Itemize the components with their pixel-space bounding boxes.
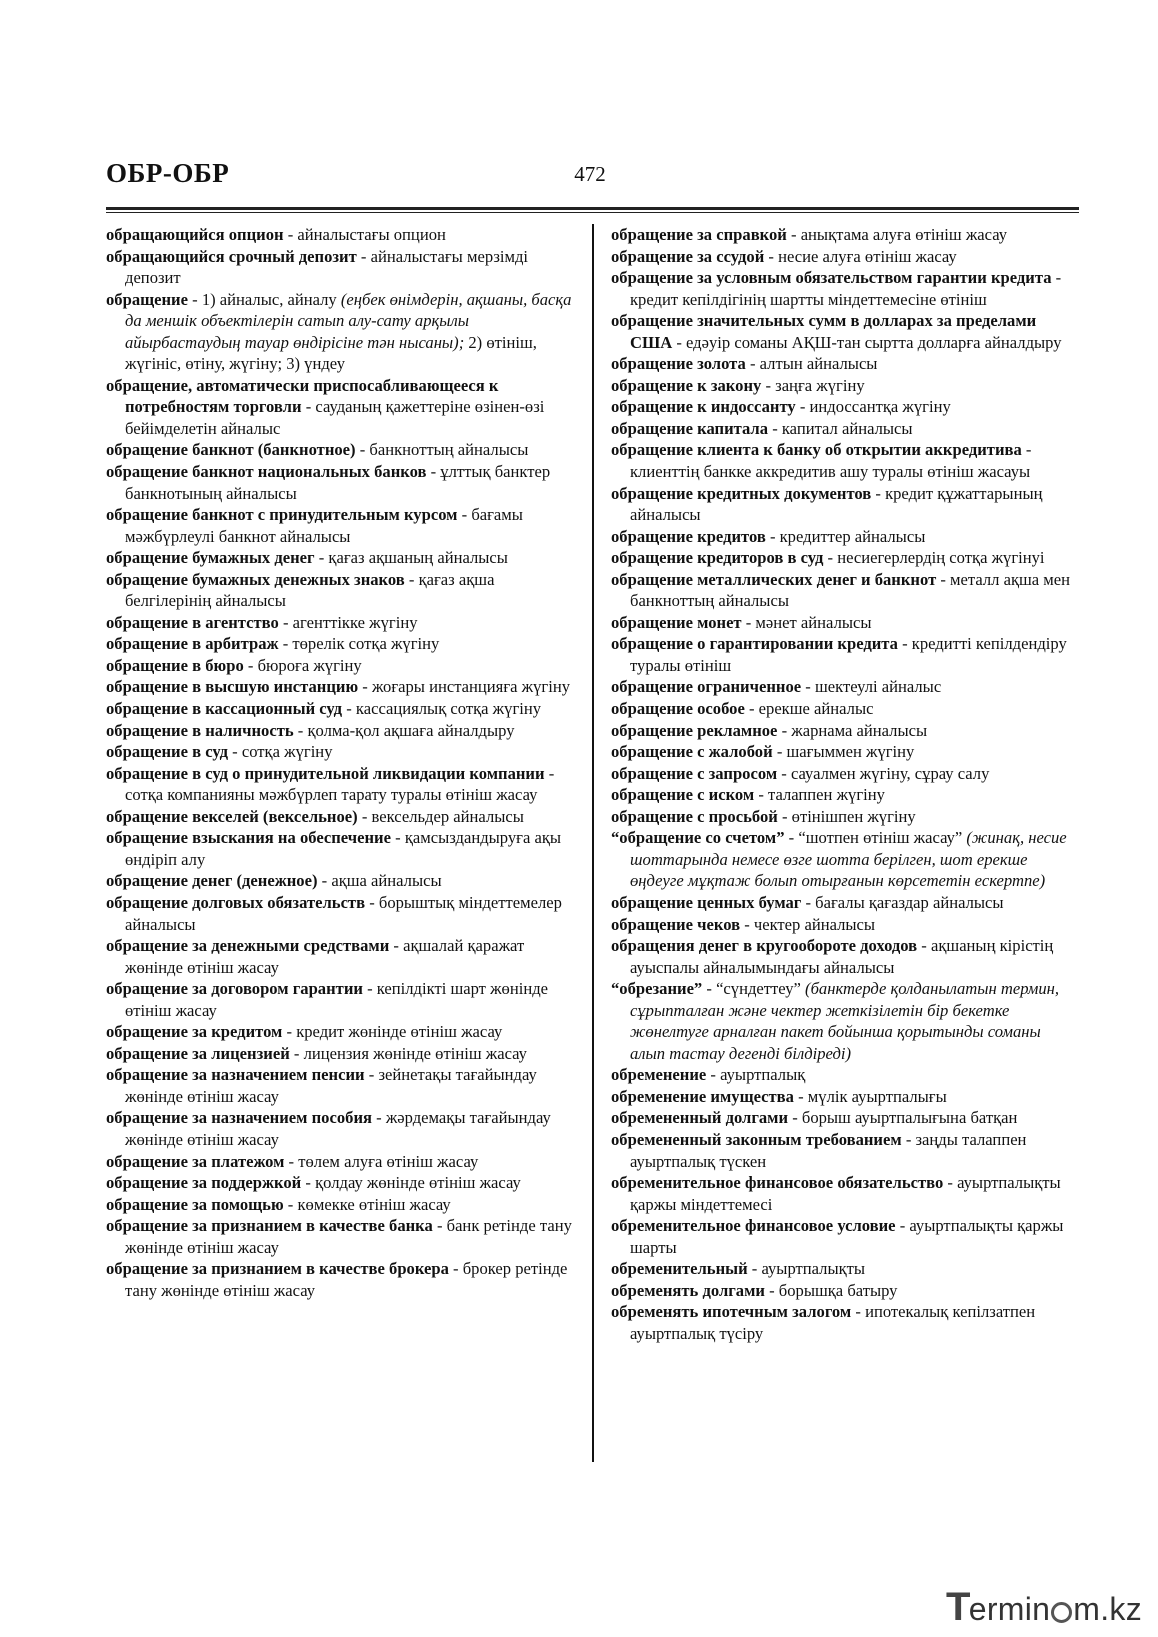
entry-separator: - <box>426 462 441 482</box>
dictionary-entry <box>106 676 574 698</box>
entry-definition: қолдау жөнінде өтініш жасау <box>315 1173 521 1193</box>
entry-term: обращение за ссудой <box>611 246 765 266</box>
entry-definition: металл ақша мен банкноттың айналысы <box>630 569 1071 611</box>
entry-definition: мәнет айналысы <box>755 612 872 632</box>
entry-definition: едәуір соманы АҚШ-тан сыртта долларға айналдыру <box>686 332 1062 352</box>
entry-definition: өтінішпен жүгіну <box>791 806 916 826</box>
entry-definition: несие алуға өтініш жасау <box>778 246 957 266</box>
dictionary-entry <box>611 741 1079 763</box>
dictionary-entry <box>106 806 574 828</box>
right-column <box>611 224 1079 1344</box>
entry-definition: бағалы қағаздар айналысы <box>815 892 1004 912</box>
entry-term: обращение к закону <box>611 375 762 395</box>
entry-term: обращение за назначением пособия <box>106 1108 372 1128</box>
entry-separator: - <box>355 440 370 460</box>
entry-term: обращение векселей (вексельное) <box>106 806 358 826</box>
dictionary-entry <box>611 569 1079 612</box>
entry-separator: - <box>283 1194 298 1214</box>
entry-separator: - <box>283 225 298 244</box>
entry-separator: - <box>777 763 791 783</box>
dictionary-entry <box>106 547 574 569</box>
dictionary-entry <box>611 1301 1079 1344</box>
entry-definition: сауалмен жүгіну, сұрау салу <box>790 763 990 783</box>
entry-term: обращение о гарантировании кредита <box>611 634 898 654</box>
entry-separator: - <box>740 914 754 934</box>
entry-definition: кредиттер айналысы <box>779 526 926 546</box>
entry-definition: қамсыздандыруға ақы өндіріп алу <box>125 828 562 869</box>
entry-definition: сотқа компанияны мәжбүрлеп тарату туралы өтініш жасау <box>125 785 538 805</box>
entry-separator: - <box>314 548 329 568</box>
entry-separator: - <box>765 526 780 546</box>
dictionary-entry <box>106 461 574 504</box>
entry-separator: - <box>772 742 787 762</box>
dictionary-entry <box>106 935 574 978</box>
entry-definition: жоғары инстанцияға жүгіну <box>371 677 570 697</box>
entry-term: обращение за помощью <box>106 1194 284 1214</box>
entry-separator: - <box>342 699 356 719</box>
entry-definition: кассациялық сотқа жүгіну <box>355 699 542 719</box>
dictionary-entry <box>611 892 1079 914</box>
entry-term: обращающийся срочный депозит <box>106 246 357 266</box>
watermark-circle-icon <box>1051 1602 1072 1623</box>
entry-separator: - <box>365 892 379 912</box>
entry-term: обращение капитала <box>611 418 769 438</box>
entry-separator: - <box>901 1129 916 1149</box>
entry-definition: клиенттің банкке аккредитив ашу туралы өтініш жасауы <box>630 462 1031 482</box>
entry-definition: брокер ретінде тану жөнінде өтініш жасау <box>125 1259 568 1300</box>
dictionary-entry <box>611 418 1079 440</box>
watermark-logo <box>946 1585 1142 1630</box>
entry-definition: ақша айналысы <box>331 871 442 891</box>
entry-term: обращение, автоматически приспосабливающееся к потребностям торговли <box>106 375 499 417</box>
entry-term: обращение в кассационный суд <box>106 699 343 719</box>
entry-term: обременительное финансовое условие <box>611 1216 896 1236</box>
entry-term: обращение особое <box>611 699 745 719</box>
entry-separator: - <box>357 806 372 826</box>
entry-separator: - <box>761 375 776 395</box>
entry-definition: кредитті кепілдендіру туралы өтініш <box>630 634 1067 675</box>
dictionary-entry <box>106 289 574 375</box>
entry-definition: банкноттың айналысы <box>369 440 529 460</box>
entry-separator: - <box>897 634 912 654</box>
dictionary-entry <box>611 310 1079 353</box>
entry-term: обращение за условным обязательством гарантии кредита <box>611 268 1052 288</box>
entry-term: обремененный долгами <box>611 1108 789 1128</box>
entry-term: обращение долговых обязательств <box>106 892 366 912</box>
entry-term: обращение кредитных документов <box>611 483 872 503</box>
entry-separator: - <box>544 763 555 783</box>
entry-separator: - <box>871 483 886 503</box>
entry-separator: - <box>317 871 332 891</box>
dictionary-entry <box>106 720 574 742</box>
entry-definition: анықтама алуға өтініш жасау <box>800 225 1008 244</box>
entry-definition: кредит құжаттарының айналысы <box>630 483 1043 525</box>
entry-term: обращение металлических денег и банкнот <box>611 569 937 589</box>
entry-term: “обрезание” <box>611 979 703 999</box>
entry-term: обременение имущества <box>611 1086 794 1106</box>
entry-separator: - <box>706 1065 721 1085</box>
entry-separator: - <box>747 1259 762 1279</box>
entry-separator: - <box>362 979 377 999</box>
entry-definition: айналыстағы опцион <box>297 225 446 244</box>
entry-definition: қағаз ақша белгілерінің айналысы <box>125 569 495 611</box>
entry-separator: - <box>371 1108 386 1128</box>
entry-term: обращение рекламное <box>611 720 778 740</box>
entry-separator: - <box>754 785 769 805</box>
entry-term: обращение ограниченное <box>611 677 802 697</box>
entry-term: обращение <box>106 289 188 309</box>
entry-term: обращение с жалобой <box>611 742 773 762</box>
entry-definition: “шотпен өтініш жасау” <box>798 828 967 848</box>
entry-definition: айналыстағы мерзімді депозит <box>125 246 529 288</box>
dictionary-entry <box>611 1258 1079 1280</box>
entry-separator: - <box>768 418 782 438</box>
entry-separator: - <box>278 612 293 632</box>
dictionary-entry <box>106 1021 574 1043</box>
entry-separator: - <box>786 225 801 244</box>
entry-term: обращение с иском <box>611 785 755 805</box>
entry-separator: - <box>243 655 258 675</box>
entry-term: обращение за денежными средствами <box>106 936 390 956</box>
entry-term: обращение в арбитраж <box>106 634 279 654</box>
dictionary-entry <box>611 720 1079 742</box>
entry-separator: - <box>777 806 792 826</box>
entry-term: обращение бумажных денежных знаков <box>106 569 405 589</box>
dictionary-entry <box>106 892 574 935</box>
entry-separator: - <box>301 1173 316 1193</box>
dictionary-entry <box>611 1280 1079 1302</box>
dictionary-entry <box>611 547 1079 569</box>
dictionary-entry <box>611 935 1079 978</box>
dictionary-entry <box>611 1107 1079 1129</box>
entry-separator: - <box>764 246 779 266</box>
entry-separator: - <box>672 332 687 352</box>
entry-definition: кепілдікті шарт жөнінде өтініш жасау <box>125 979 549 1020</box>
dictionary-entry <box>611 396 1079 418</box>
dictionary-entry <box>106 1172 574 1194</box>
entry-term: обращение банкнот (банкнотное) <box>106 440 356 460</box>
entry-definition: шағыммен жүгіну <box>786 742 915 762</box>
entry-term: обращение в агентство <box>106 612 279 632</box>
dictionary-entry <box>611 375 1079 397</box>
dictionary-entry <box>611 763 1079 785</box>
entry-definition: бағамы мәжбүрлеулі банкнот айналысы <box>125 505 523 546</box>
entry-term: обращение за назначением пенсии <box>106 1065 365 1085</box>
entry-definition: ауыртпалықты <box>761 1259 866 1279</box>
dictionary-entry <box>611 914 1079 936</box>
column-divider <box>592 224 594 1462</box>
entry-definition: зейнетақы тағайындау жөнінде өтініш жасау <box>125 1065 537 1106</box>
entry-separator: - <box>1021 440 1032 460</box>
dictionary-entry <box>106 1107 574 1150</box>
entry-definition: “сүндеттеу” <box>716 979 806 999</box>
entry-separator: - <box>293 720 308 740</box>
entry-definition: шектеулі айналыс <box>814 677 942 697</box>
dictionary-entry <box>611 1086 1079 1108</box>
entry-definition: чектер айналысы <box>753 914 876 934</box>
dictionary-entry <box>106 504 574 547</box>
entry-definition: ауыртпалықты қаржы міндеттемесі <box>630 1173 1061 1214</box>
entry-separator: - <box>284 1151 299 1171</box>
entry-term: обращение чеков <box>611 914 741 934</box>
entry-separator: - <box>448 1259 463 1279</box>
entry-term: обращение к индоссанту <box>611 397 796 417</box>
dictionary-entry <box>611 526 1079 548</box>
entry-term: обращение за договором гарантии <box>106 979 363 999</box>
entry-term: обращение в наличность <box>106 720 294 740</box>
entry-tail: 2) өтініш, жүгініс, өтіну, жүгіну; 3) үндеу <box>125 332 537 374</box>
entry-separator: - <box>943 1173 958 1193</box>
entry-term: обременительное финансовое обязательство <box>611 1173 944 1193</box>
entry-term: обращение кредитов <box>611 526 766 546</box>
entry-definition: төрелік сотқа жүгіну <box>292 634 440 654</box>
entry-separator: - <box>764 1280 779 1300</box>
entry-separator: - <box>389 936 404 956</box>
dictionary-entry <box>106 1194 574 1216</box>
dictionary-entry <box>611 224 1079 246</box>
dictionary-entry <box>611 439 1079 482</box>
entry-separator: - <box>282 1022 297 1042</box>
entry-separator: - <box>278 634 293 654</box>
entry-term: обращающийся опцион <box>106 225 284 244</box>
entry-definition: ипотекалық кепілзатпен ауыртпалық түсіру <box>630 1302 1036 1343</box>
dictionary-entry <box>611 353 1079 375</box>
dictionary-entry <box>106 375 574 440</box>
entry-separator: - <box>358 677 372 697</box>
entry-term: обращение за кредитом <box>106 1022 283 1042</box>
dictionary-entry <box>611 827 1079 892</box>
entry-definition: кредит кепілдігінің шартты міндеттемесіне өтініш <box>630 289 987 309</box>
entry-definition: капитал айналысы <box>781 418 913 438</box>
entry-definition: төлем алуға өтініш жасау <box>298 1151 479 1171</box>
entry-separator: - <box>1051 268 1062 288</box>
entry-definition: банк ретінде тану жөнінде өтініш жасау <box>125 1216 572 1257</box>
dictionary-entry <box>106 1258 574 1301</box>
dictionary-entry <box>611 978 1079 1064</box>
entry-definition: заңға жүгіну <box>775 375 865 395</box>
entry-term: обращение за поддержкой <box>106 1173 302 1193</box>
entry-separator: - <box>784 828 799 848</box>
watermark-prefix: T <box>946 1585 971 1629</box>
entry-term: обращение ценных бумаг <box>611 892 802 912</box>
entry-term: обращение в суд <box>106 742 229 762</box>
entry-term: обращение золота <box>611 354 746 374</box>
entry-separator: - <box>744 699 759 719</box>
entry-separator: - <box>823 548 838 568</box>
entry-term: обращение взыскания на обеспечение <box>106 828 391 848</box>
dictionary-entry <box>106 246 574 289</box>
entry-definition: ауыртпалық <box>720 1065 806 1085</box>
entry-definition: талаппен жүгіну <box>768 785 885 805</box>
entry-separator: - <box>457 505 472 525</box>
dictionary-entry <box>611 483 1079 526</box>
entry-note: (еңбек өнімдерін, ақшаны, басқа да меншік объектілерін сатып алу-сату арқылы айырбастаудың тауар өндірісіне тән нысаны); <box>125 289 572 352</box>
entry-definition: жарнама айналысы <box>791 720 928 740</box>
dictionary-entry <box>106 827 574 870</box>
entry-definition: мүлік ауыртпалығы <box>807 1086 947 1106</box>
entry-term: обременять ипотечным залогом <box>611 1302 852 1322</box>
entry-definition: лицензия жөнінде өтініш жасау <box>303 1043 527 1063</box>
dictionary-entry <box>106 1151 574 1173</box>
left-column <box>106 224 574 1301</box>
dictionary-entry <box>611 267 1079 310</box>
entry-separator: - <box>801 677 815 697</box>
entry-definition: ұлттық банктер банкнотының айналысы <box>125 462 551 503</box>
entry-term: обращение в высшую инстанцию <box>106 677 359 697</box>
entry-term: обращение за справкой <box>611 225 787 244</box>
entry-separator: - <box>777 720 792 740</box>
entry-definition: вексельдер айналысы <box>371 806 524 826</box>
entry-separator: - <box>895 1216 910 1236</box>
entry-term: обращение кредиторов в суд <box>611 548 824 568</box>
entry-definition: ерекше айналыс <box>758 699 874 719</box>
entry-separator: - <box>851 1302 866 1322</box>
entry-term: обращение за лицензией <box>106 1043 290 1063</box>
entry-separator: - <box>793 1086 808 1106</box>
dictionary-entry <box>106 978 574 1021</box>
entry-definition: ақшаның кірістің ауыспалы айналымындағы айналысы <box>630 936 1054 977</box>
entry-term: обращение за признанием в качестве брокера <box>106 1259 449 1279</box>
entry-term: обращения денег в кругообороте доходов <box>611 936 918 956</box>
entry-term: обременение <box>611 1065 707 1085</box>
entry-definition: бюроға жүгіну <box>257 655 362 675</box>
dictionary-entry <box>106 741 574 763</box>
entry-term: обращение клиента к банку об открытии аккредитива <box>611 440 1022 460</box>
dictionary-entry <box>611 676 1079 698</box>
dictionary-entry <box>106 655 574 677</box>
entry-definition: индоссантқа жүгіну <box>809 397 951 417</box>
entry-definition: борыш ауыртпалығына батқан <box>801 1108 1018 1128</box>
entry-separator: - <box>356 246 371 266</box>
dictionary-entry <box>106 224 574 246</box>
page-number: 472 <box>574 162 606 186</box>
entry-definition: 1) айналыс, айналу <box>201 289 341 309</box>
entry-definition: алтын айналысы <box>759 354 878 374</box>
entry-definition: заңды талаппен ауыртпалық түскен <box>630 1129 1027 1171</box>
entry-separator: - <box>289 1043 304 1063</box>
entry-definition: қолма-қол ақшаға айналдыру <box>307 720 515 740</box>
entry-separator: - <box>228 742 242 762</box>
entry-term: обращение за платежом <box>106 1151 285 1171</box>
entry-definition: ауыртпалықты қаржы шарты <box>630 1216 1064 1257</box>
entry-definition: борыштық міндеттемелер айналысы <box>125 892 562 934</box>
entry-definition: борышқа батыру <box>778 1280 898 1300</box>
entry-definition: агенттікке жүгіну <box>292 612 418 632</box>
dictionary-entry <box>611 612 1079 634</box>
entry-definition: кредит жөнінде өтініш жасау <box>296 1022 503 1042</box>
entry-term: обращение за признанием в качестве банка <box>106 1216 433 1236</box>
entry-definition: ақшалай қаражат жөнінде өтініш жасау <box>125 936 525 977</box>
entry-note: (банктерде қолданылатын термин, сұрыпталған және чектер жеткізілетін бір бекетке жөнелтуге арналған пакет бойынша қорытынды соманы алып тастау дегенді білдіреді) <box>630 979 1059 1063</box>
entry-definition: қағаз ақшаның айналысы <box>328 548 508 568</box>
dictionary-entry <box>106 569 574 612</box>
dictionary-entry <box>106 870 574 892</box>
entry-term: обращение бумажных денег <box>106 548 315 568</box>
entry-term: обращение банкнот национальных банков <box>106 462 427 482</box>
dictionary-entry <box>611 1129 1079 1172</box>
entry-term: обременять долгами <box>611 1280 765 1300</box>
entry-separator: - <box>390 828 405 848</box>
dictionary-entry <box>611 1064 1079 1086</box>
dictionary-entry <box>106 698 574 720</box>
entry-definition: сотқа жүгіну <box>241 742 333 762</box>
entry-term: обращение значительных сумм в долларах за пределами США <box>611 311 1037 352</box>
entry-definition: көмекке өтініш жасау <box>297 1194 451 1214</box>
watermark-middle: ermin <box>968 1591 1051 1627</box>
entry-separator: - <box>788 1108 802 1128</box>
entry-term: обремененный законным требованием <box>611 1129 902 1149</box>
entry-separator: - <box>795 397 810 417</box>
dictionary-entry <box>106 633 574 655</box>
dictionary-entry <box>106 612 574 634</box>
entry-separator: - <box>301 397 316 417</box>
entry-separator: - <box>801 892 816 912</box>
dictionary-entry <box>611 698 1079 720</box>
entry-term: обращение банкнот с принудительным курсом <box>106 505 458 525</box>
dictionary-entry <box>106 1215 574 1258</box>
entry-definition: сауданың қажеттеріне өзінен-өзі бейімделетін айналыс <box>125 397 545 438</box>
dictionary-entry <box>611 633 1079 676</box>
entry-separator: - <box>432 1216 447 1236</box>
entry-term: “обращение со счетом” <box>611 828 785 848</box>
entry-separator: - <box>187 289 202 309</box>
entry-term: обращение монет <box>611 612 742 632</box>
dictionary-entry <box>106 763 574 806</box>
dictionary-entry <box>611 1215 1079 1258</box>
dictionary-entry <box>106 1064 574 1107</box>
entry-separator: - <box>936 569 951 589</box>
entry-term: обращение с просьбой <box>611 806 778 826</box>
watermark-suffix: m.kz <box>1073 1591 1142 1627</box>
entry-term: обращение в бюро <box>106 655 244 675</box>
header-title: ОБР-ОБР <box>106 158 230 188</box>
entry-separator: - <box>702 979 717 999</box>
entry-note: (жинақ, несие шоттарында немесе өзге шотта берілген, шот ерекше өңдеуге мұқтаж болып отырғанын көрсететін ескертпе) <box>630 828 1067 891</box>
entry-separator: - <box>917 936 931 956</box>
dictionary-entry <box>611 784 1079 806</box>
entry-separator: - <box>364 1065 379 1085</box>
header-rule-thick <box>106 207 1079 210</box>
entry-term: обращение с запросом <box>611 763 778 783</box>
entry-separator: - <box>741 612 756 632</box>
dictionary-entry <box>106 439 574 461</box>
entry-definition: жәрдемақы тағайындау жөнінде өтініш жасау <box>125 1108 551 1149</box>
dictionary-entry <box>611 806 1079 828</box>
entry-term: обращение денег (денежное) <box>106 871 318 891</box>
entry-term: обременительный <box>611 1259 748 1279</box>
entry-separator: - <box>404 569 419 589</box>
entry-separator: - <box>745 354 760 374</box>
entry-term: обращение в суд о принудительной ликвидации компании <box>106 763 545 783</box>
dictionary-entry <box>611 246 1079 268</box>
dictionary-entry <box>611 1172 1079 1215</box>
header-rule-thin <box>106 212 1079 213</box>
dictionary-entry <box>106 1043 574 1065</box>
entry-definition: несиегерлердің сотқа жүгінуі <box>837 548 1045 568</box>
